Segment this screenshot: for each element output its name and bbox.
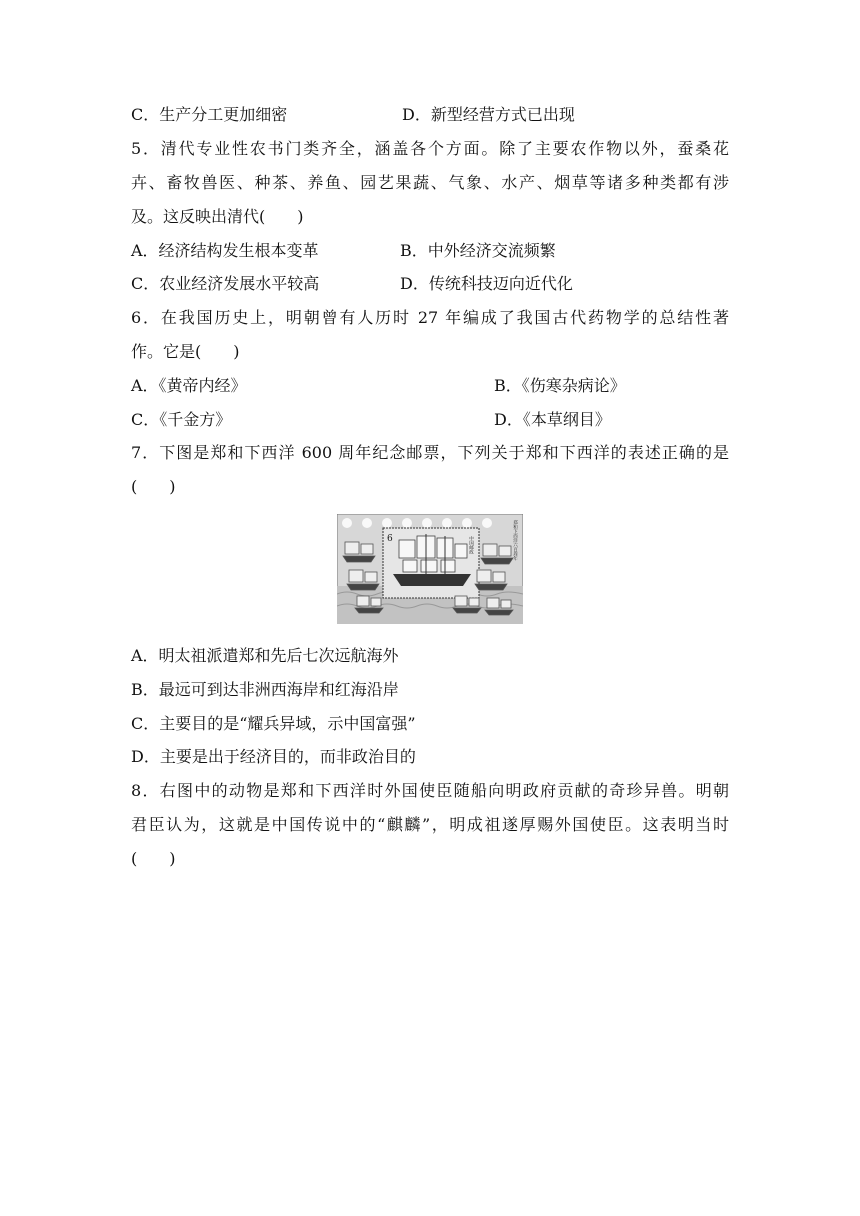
q6-option-d: D．《本草纲目》 xyxy=(494,410,611,429)
q5-option-a: A．经济结构发生根本变革 xyxy=(131,241,319,260)
q6-option-b: B．《伤寒杂病论》 xyxy=(494,376,626,395)
q5-stem-line2: 卉、畜牧兽医、种茶、养鱼、园艺果蔬、气象、水产、烟草等诸多种类都有涉 xyxy=(131,173,729,192)
q6-stem-line1: 6．在我国历史上，明朝曾有人历时 27 年编成了我国古代药物学的总结性著 xyxy=(131,308,729,327)
q6-option-c: C．《千金方》 xyxy=(131,410,232,429)
q5-stem-line3: 及。这反映出清代( ) xyxy=(131,207,304,226)
stamp-denomination: 6 xyxy=(387,534,393,544)
q7-option-b: B．最远可到达非洲西海岸和红海沿岸 xyxy=(131,680,399,699)
q5-stem-line1: 5．清代专业性农书门类齐全，涵盖各个方面。除了主要农作物以外，蚕桑花 xyxy=(131,139,729,158)
q7-option-c: C．主要目的是“耀兵异域，示中国富强” xyxy=(131,714,416,733)
q7-stem-line2: ( ) xyxy=(131,477,176,496)
q5-option-d: D．传统科技迈向近代化 xyxy=(400,274,573,293)
stamp-caption: 郑和下西洋六百周年 xyxy=(512,520,518,561)
stamp-country-mark: 中国邮政 xyxy=(468,536,474,554)
q6-option-a: A．《黄帝内经》 xyxy=(131,376,247,395)
q6-stem-line2: 作。它是( ) xyxy=(131,342,240,361)
q7-option-a: A．明太祖派遣郑和先后七次远航海外 xyxy=(131,646,399,665)
q8-stem-line1: 8．右图中的动物是郑和下西洋时外国使臣随船向明政府贡献的奇珍异兽。明朝 xyxy=(131,781,729,800)
q5-option-c: C．农业经济发展水平较高 xyxy=(131,274,320,293)
q5-option-b: B．中外经济交流频繁 xyxy=(400,241,556,260)
zheng-he-stamp-figure xyxy=(337,514,523,624)
q4-option-d: D．新型经营方式已出现 xyxy=(402,105,575,124)
q7-option-d: D．主要是出于经济目的，而非政治目的 xyxy=(131,747,416,766)
q8-stem-line2: 君臣认为，这就是中国传说中的“麒麟”，明成祖遂厚赐外国使臣。这表明当时 xyxy=(131,815,729,834)
q8-stem-line3: ( ) xyxy=(131,849,176,868)
q7-stem-line1: 7．下图是郑和下西洋 600 周年纪念邮票，下列关于郑和下西洋的表述正确的是 xyxy=(131,443,729,462)
q4-option-c: C．生产分工更加细密 xyxy=(131,105,288,124)
